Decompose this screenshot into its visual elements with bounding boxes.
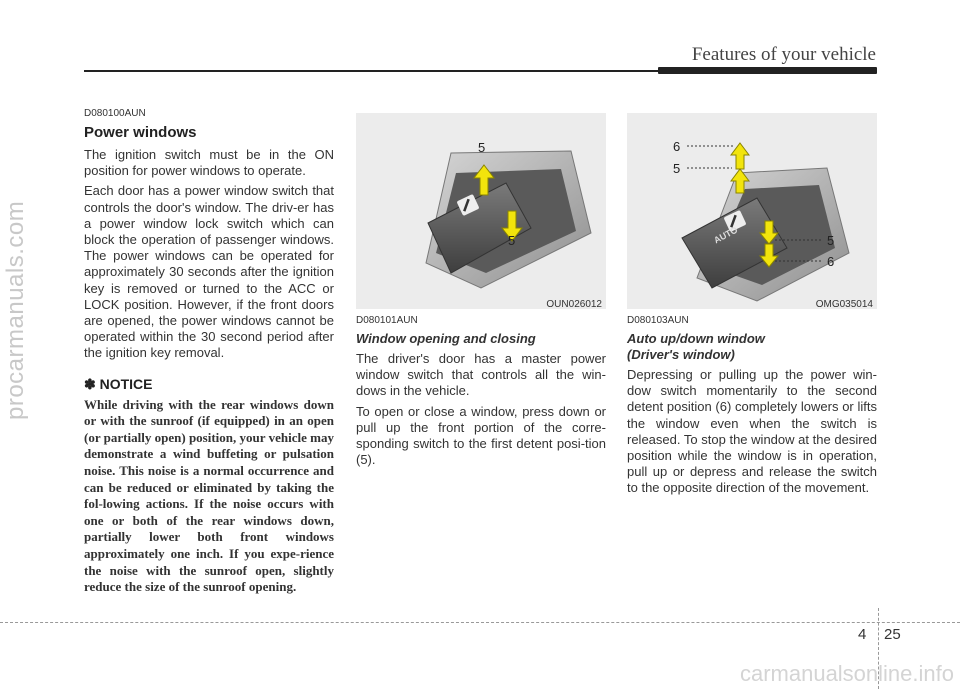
notice-heading: ✽ NOTICE	[84, 375, 153, 392]
auto-label: AUTO	[712, 224, 740, 246]
footer-divider	[878, 608, 879, 689]
position-label: 6	[673, 139, 681, 154]
notice-body: While driving with the rear windows down or with the sunroof (if equipped) in an open (or partially open) position, your vehicle may demonstrate a wind buffeting or pulsation noise. This noise is a normal occurrence and can be reduced or eliminated by taking the fol-lowing actions. If the noise occurs with one or both of the rear windows down, partially lower both front windows approximately one inch. If you expe-rience the noise with the sunroof open, slightly reduce the size of the sunroof opening.	[84, 396, 334, 595]
side-watermark: procarmanuals.com	[2, 200, 29, 420]
section-code: D080100AUN	[84, 108, 146, 119]
paragraph: To open or close a window, press down or pull up the front portion of the corre-sponding switch to the first detent posi-tion (5).	[356, 403, 606, 468]
auto-switch-illustration	[627, 113, 877, 309]
section-subheading: (Driver's window)	[627, 347, 735, 362]
position-label: 5	[673, 161, 681, 176]
position-label: 5	[508, 233, 516, 248]
figure-code: OUN026012	[546, 299, 602, 310]
paragraph: The driver's door has a master power window switch that controls all the win-dows in the vehicle.	[356, 351, 606, 399]
column-window-opening	[356, 113, 606, 472]
paragraph: The ignition switch must be in the ON position for power windows to operate.	[84, 147, 334, 179]
section-heading: Auto up/down window	[627, 331, 765, 346]
position-label: 5	[827, 233, 835, 248]
figure-switch	[356, 113, 606, 309]
bottom-watermark: carmanualsonline.info	[739, 661, 954, 686]
header-rule-accent	[658, 67, 877, 74]
section-code: D080101AUN	[356, 315, 418, 326]
up-arrow-icon	[731, 143, 749, 169]
position-label: 6	[827, 254, 835, 269]
figure-auto-switch	[627, 113, 877, 309]
section-heading: Power windows	[84, 124, 197, 141]
column-power-windows	[84, 108, 334, 596]
section-code: D080103AUN	[627, 315, 689, 326]
page-number: 25	[884, 626, 901, 643]
section-title: Features of your vehicle	[691, 44, 876, 65]
section-heading: Window opening and closing	[356, 331, 536, 346]
column-auto-up-down	[627, 113, 877, 501]
chapter-number: 4	[858, 626, 867, 643]
paragraph: Each door has a power window switch that controls the door's window. The driv-er has a power window lock switch which can block the operation of passenger windows. The power windows can be operated for approximately 30 seconds after the ignition key is removed or turned to the ACC or LOCK position. However, if the front doors are opened, the power windows cannot be operated within the 30 second period after the ignition key removal.	[84, 183, 334, 361]
figure-code: OMG035014	[815, 299, 873, 310]
paragraph: Depressing or pulling up the power win-dow switch momentarily to the second detent position (6) completely lowers or lifts the window even when the switch is released. To stop the window at the desired position while the window is in operation, pull up or depress and release the switch to the opposite direction of the movement.	[627, 367, 877, 496]
footer-rule	[0, 622, 960, 623]
position-label: 5	[478, 140, 486, 155]
